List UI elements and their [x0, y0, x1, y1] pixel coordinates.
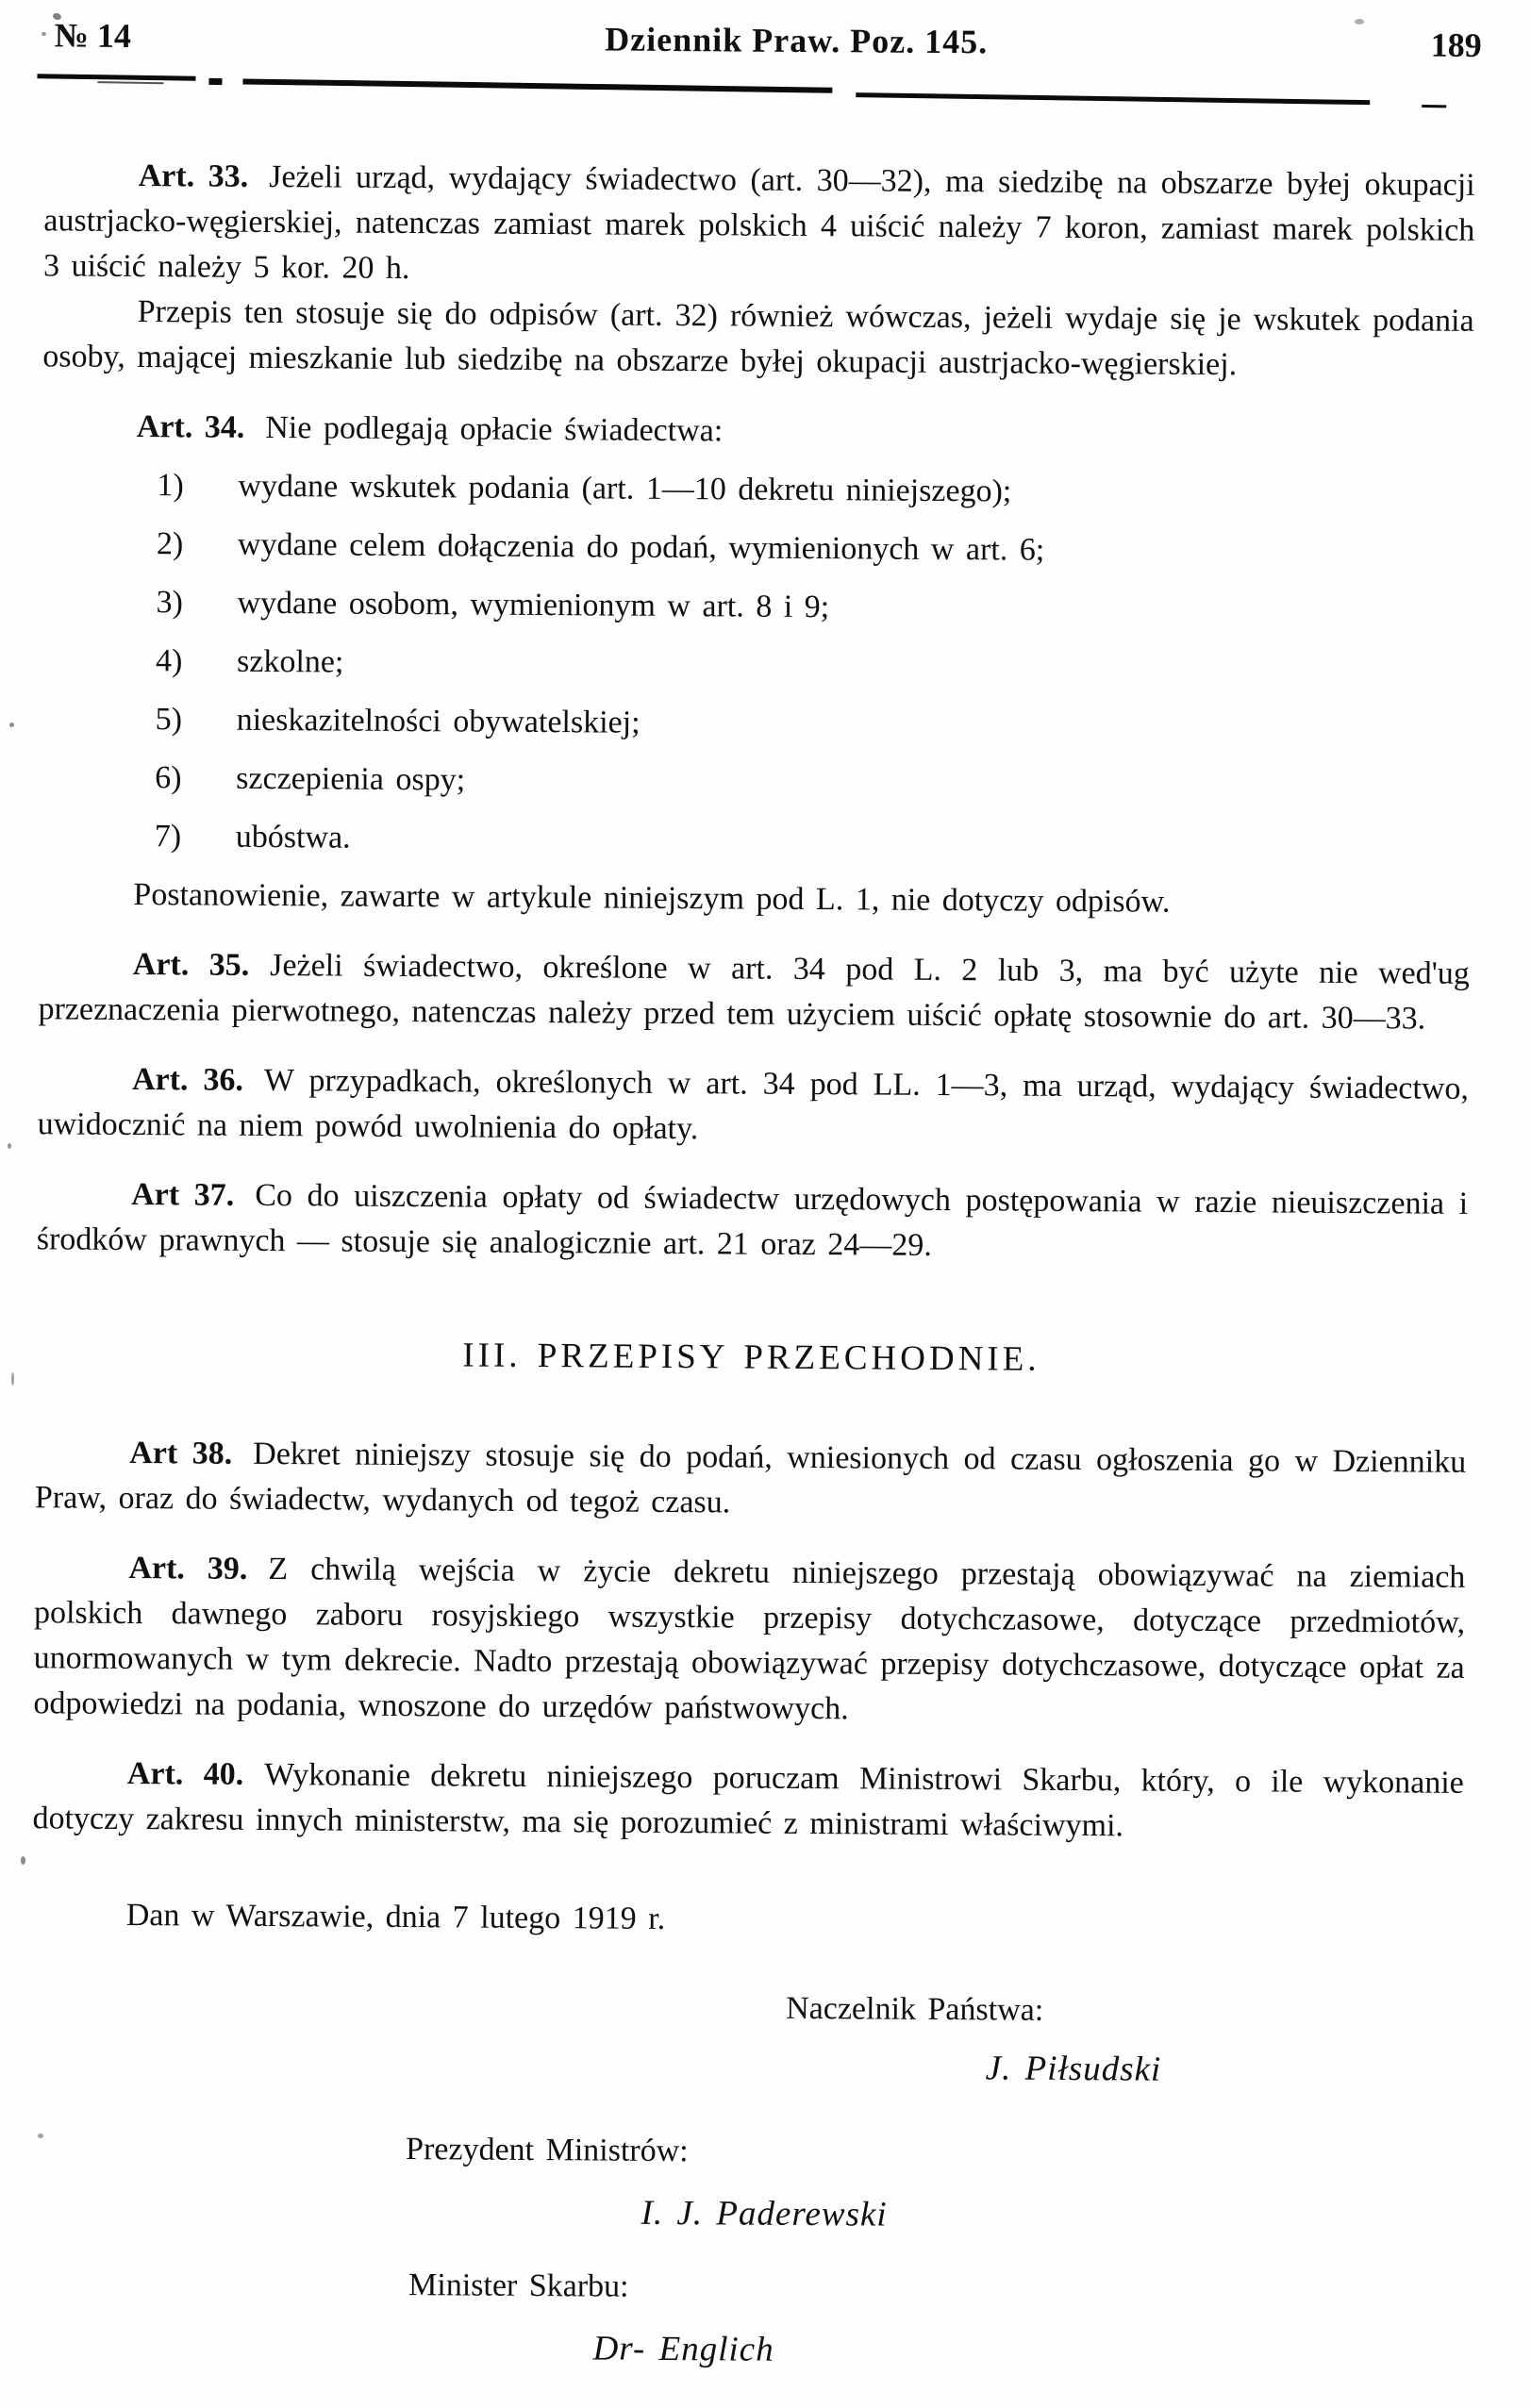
article-36-text: W przypadkach, określonych w art. 34 pod LL. 1—3, ma urząd, wydający świadectwo, uwidocznić na niem powód uwolnienia do opłaty.	[37, 1062, 1470, 1147]
article-33-label: Art. 33.	[138, 158, 249, 194]
article-39-text: Z chwilą wejścia w życie dekretu niniejszego przestają obowiązywać na ziemiach polskich dawnego zaboru rosyjskiego wszystkie przepisy dotychczasowe, dotyczące przedmiotów, unormowanych w tym dekrecie. Nadto przestają obowiązywać przepisy dotychczasowe, dotyczące opłat za odpowiedzi na podania, wnoszone do urzędów państwowych.	[33, 1552, 1466, 1727]
page-number: 189	[1430, 25, 1482, 64]
list-item	[40, 755, 1471, 810]
document-body	[0, 96, 1530, 2378]
journal-title: Dziennik Praw. Poz. 145.	[605, 20, 989, 61]
list-item-number: 4)	[155, 643, 183, 679]
article-35-text: Jeżeli świadectwo, określone w art. 34 pod L. 2 lub 3, ma być użyte nie wed'ug przeznaczenia pierwotnego, natenczas należy przed tem użyciem uiścić opłatę stosownie do art. 30—33.	[38, 948, 1470, 1037]
signature-name-paderewski: I. J. Paderewski	[641, 2193, 888, 2234]
article-34-closing: Postanowienie, zawarte w artykule niniejszym pod L. 1, nie dotyczy odpisów.	[133, 877, 1171, 920]
article-33-text: Jeżeli urząd, wydający świadectwo (art. 30—32), ma siedzibę na obszarze byłej okupacji austrjacko-węgierskiej, natenczas zamiast marek polskich 4 uiścić należy 7 koron, zamiast marek polskich 3 uiścić należy 5 kor. 20 h.	[42, 158, 1475, 287]
article-38	[35, 1430, 1467, 1531]
list-item-number: 6)	[155, 760, 182, 796]
article-37-text: Co do uiszczenia opłaty od świadectw urzędowych postępowania w razie nieuiszczenia i środków prawnych — stosuje się analogicznie art. 21 oraz 24—29.	[36, 1177, 1469, 1263]
list-item-text: wydane osobom, wymienionym w art. 8 i 9;	[237, 585, 830, 625]
article-36	[38, 1056, 1470, 1157]
article-35	[38, 941, 1470, 1042]
signature-title-president-of-ministers: Prezydent Ministrów:	[405, 2132, 689, 2169]
list-item	[42, 521, 1473, 576]
article-40	[32, 1751, 1464, 1852]
list-item-text: wydane celem dołączenia do podań, wymienionych w art. 6;	[237, 526, 1045, 568]
list-item-number: 7)	[154, 819, 182, 855]
article-40-text: Wykonanie dekretu niniejszego poruczam Ministrowi Skarbu, który, o ile wykonanie dotyczy zakresu innych ministerstw, ma się porozumieć z ministrami właściwymi.	[32, 1757, 1464, 1844]
list-item-text: nieskazitelności obywatelskiej;	[236, 702, 641, 740]
section-heading: III. PRZEPISY PRZECHODNIE.	[462, 1336, 1040, 1379]
article-34-label: Art. 34.	[136, 409, 245, 445]
list-item-number: 3)	[156, 585, 184, 621]
article-34-intro: Nie podlegają opłacie świadectwa:	[265, 409, 724, 449]
article-39-label: Art. 39.	[128, 1550, 248, 1586]
article-40-label: Art. 40.	[126, 1755, 244, 1792]
signature-name-pilsudski: J. Piłsudski	[985, 2049, 1162, 2089]
issue-number: № 14	[54, 16, 132, 55]
list-item	[41, 696, 1472, 752]
article-37	[37, 1171, 1469, 1272]
article-35-label: Art. 35.	[132, 947, 250, 983]
list-item	[41, 579, 1472, 635]
article-38-label: Art 38.	[129, 1435, 233, 1471]
dateline: Dan w Warszawie, dnia 7 lutego 1919 r.	[125, 1897, 666, 1936]
article-38-text: Dekret niniejszy stosuje się do podań, wniesionych od czasu ogłoszenia go w Dzienniku Praw, oraz do świadectw, wydanych od tegoż czasu.	[34, 1436, 1467, 1520]
signature-name-englich: Dr- Englich	[592, 2329, 774, 2369]
signature-block	[28, 1981, 1462, 2378]
article-36-label: Art. 36.	[131, 1062, 244, 1098]
list-item-number: 1)	[157, 468, 184, 504]
article-39	[33, 1545, 1465, 1736]
page-header	[0, 0, 1531, 65]
list-item	[41, 638, 1472, 693]
list-item-number: 5)	[155, 702, 183, 738]
list-item-text: szkolne;	[236, 643, 344, 680]
list-item	[42, 462, 1473, 518]
article-34	[42, 404, 1473, 459]
list-item-text: szczepienia ospy;	[236, 760, 466, 798]
article-37-label: Art 37.	[131, 1177, 235, 1213]
article-34-list	[40, 462, 1473, 869]
list-item-text: ubóstwa.	[235, 819, 351, 855]
article-33-paragraph-2: Przepis ten stosuje się do odpisów (art. 32) również wówczas, jeżeli wydaje się je wskutek podania osoby, mającej mieszkanie lub siedzibę na obszarze byłej okupacji austrjacko-węgierskiej.	[42, 294, 1474, 383]
article-33	[43, 153, 1475, 299]
list-item-text: wydane wskutek podania (art. 1—10 dekretu niniejszego);	[238, 468, 1012, 509]
list-item	[40, 813, 1471, 869]
list-item-number: 2)	[156, 526, 184, 562]
signature-title-minister-of-treasury: Minister Skarbu:	[408, 2267, 629, 2304]
signature-title-head-of-state: Naczelnik Państwa:	[786, 1990, 1044, 2028]
